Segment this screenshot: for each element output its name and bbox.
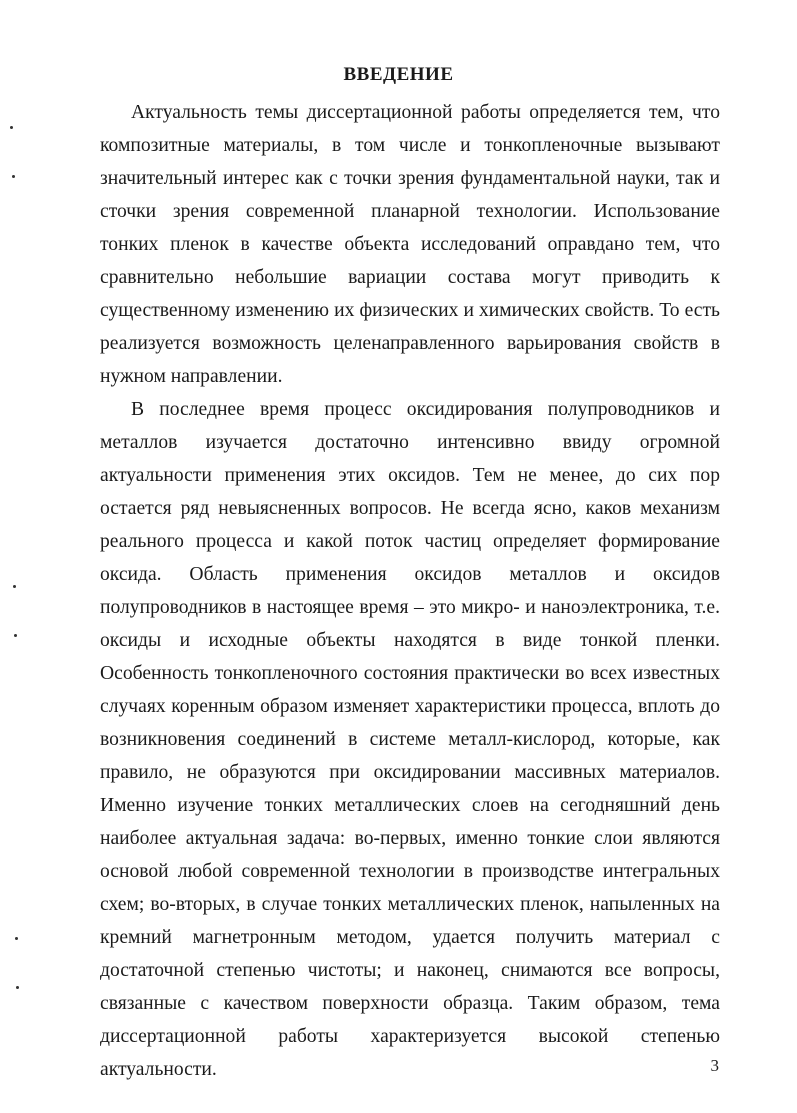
page-number: 3 — [710, 1056, 719, 1075]
section-heading: ВВЕДЕНИЕ — [343, 64, 454, 85]
paragraph-1: Актуальность темы диссертационной работы определяется тем, что композитные материалы, в том числе и тонкопленочные вызывают значительный интерес как с точки зрения фундаментальной науки, так и сточки зрения современной планарной технологии. Использование тонких пленок в качестве объекта исследований оправдано тем, что сравнительно небольшие вариации состава могут приводить к существенному изменению их физических и химических свойств. То есть реализуется возможность целенаправленного варьирования свойств в нужном направлении. — [100, 102, 720, 387]
scan-speck — [10, 126, 13, 129]
paragraph-2: В последнее время процесс оксидирования полупроводников и металлов изучается достаточно интенсивно ввиду огромной актуальности применения этих оксидов. Тем не менее, до сих пор остается ряд невыясненных вопросов. Не всегда ясно, каков механизм реального процесса и какой поток частиц определяет формирование оксида. Область применения оксидов металлов и оксидов полупроводников в настоящее время – это микро- и наноэлектроника, т.е. оксиды и исходные объекты находятся в виде тонкой пленки. Особенность тонкопленочного состояния практически во всех известных случаях коренным образом изменяет характеристики процесса, вплоть до возникновения соединений в системе металл-кислород, которые, как правило, не образуются при оксидировании массивных материалов. Именно изучение тонких металлических слоев на сегодняшний день наиболее актуальная задача: во-первых, именно тонкие слои являются основой любой современной технологии в производстве интегральных схем; во-вторых, в случае тонких металлических пленок, напыленных на кремний магнетронным методом, удается получить материал с достаточной степенью чистоты; и наконец, снимаются все вопросы, связанные с качеством поверхности образца. Таким образом, тема диссертационной работы характеризуется высокой степенью актуальности. — [100, 399, 720, 1080]
scan-speck — [16, 986, 19, 989]
scan-speck — [13, 585, 16, 588]
scan-speck — [12, 175, 15, 178]
scan-speck — [15, 937, 18, 940]
body-text — [100, 96, 720, 1086]
scan-speck — [14, 634, 17, 637]
